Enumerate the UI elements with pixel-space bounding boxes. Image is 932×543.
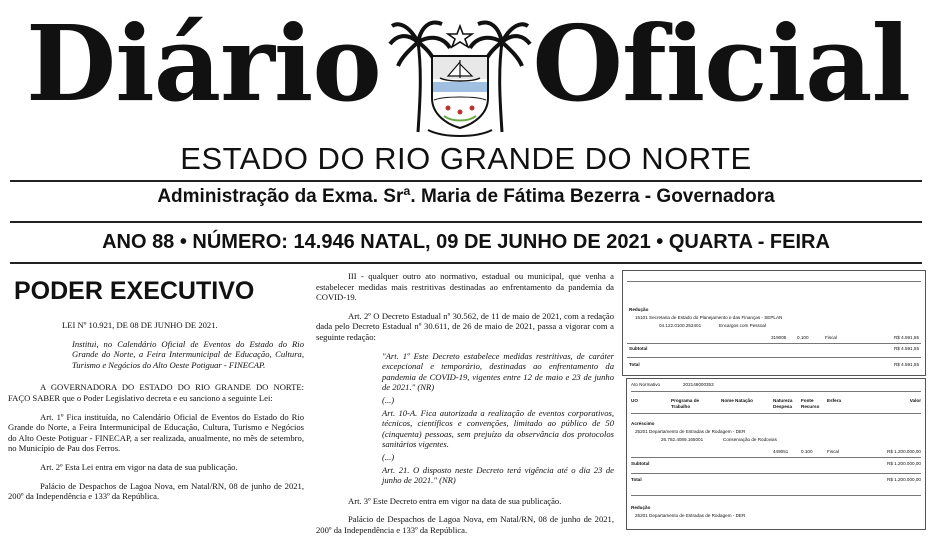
law-summary: Institui, no Calendário Oficial de Eventos do Estado do Rio Grande do Norte, a Feira Intermunicipal de Educação, Cultura, Turismo e Negócios do Alto Oeste Potiguar - FINECAP. [72, 338, 304, 370]
administration-line: Administração da Exma. Srª. Maria de Fátima Bezerra - Governadora [157, 186, 775, 207]
program-name-der: Conservação de Rodovias [723, 437, 777, 442]
value-subtotal: R$ 1.200.000,00 [887, 461, 921, 466]
label-reducao: Redução [631, 505, 651, 510]
law-signoff: Palácio de Despachos de Lagoa Nova, em Natal/RN, 08 de junho de 2021, 200º da Independência e 133º da República. [8, 480, 304, 502]
value-total: R$ 4.591,55 [893, 362, 919, 367]
budget-tables [622, 270, 926, 525]
value-der: R$ 1.200.000,00 [887, 449, 921, 454]
unit-der: 25201 Departamento de Estradas de Rodagem - DER [635, 513, 746, 518]
masthead [0, 0, 932, 140]
col-valor: Valor [909, 398, 921, 403]
budget-table-bottom [626, 378, 926, 530]
decree-signoff: Palácio de Despachos de Lagoa Nova, em Natal/RN, 08 de junho de 2021, 200º da Independência e 133º da República. [316, 514, 614, 535]
law-article-1: Art. 1º Fica instituída, no Calendário Oficial de Eventos do Estado do Rio Grande do Norte, a Feira Intermunicipal de Educação, Cultura, Turismo e Negócios do Alto Oeste Potiguar - FINECAP, a ser realizada, anualmente, no mês de setembro, no Município de Pau dos Ferros. [8, 411, 304, 454]
expense-code-der: 449051 [773, 449, 789, 454]
law-intro: A GOVERNADORA DO ESTADO DO RIO GRANDE DO NORTE: FAÇO SABER que o Poder Legislativo decreta e eu sanciono a seguinte Lei: [8, 382, 304, 403]
quote-ellipsis: (...) [382, 451, 395, 462]
quote-ellipsis: (...) [382, 394, 395, 405]
sphere-der: Fiscal [827, 449, 839, 454]
label-total: Total [629, 362, 640, 367]
decree-quote [382, 351, 614, 486]
value-total: R$ 1.200.000,00 [887, 477, 921, 482]
label-ato-normativo: Ato Normativo [631, 382, 661, 387]
col-uo: UO [631, 398, 638, 403]
state-name: ESTADO DO RIO GRANDE DO NORTE [180, 141, 752, 176]
divider [10, 262, 922, 264]
label-reducao: Redução [629, 307, 649, 312]
fund-code-der: 0.100 [801, 449, 813, 454]
divider [10, 180, 922, 182]
col-fonte: Fonte Recurso [801, 398, 820, 409]
decree-article-3: Art. 3º Este Decreto entra em vigor na data de sua publicação. [348, 495, 562, 506]
quote-article-21: Art. 21. O disposto neste Decreto terá vigência até o dia 23 de junho de 2021." (NR) [382, 464, 614, 486]
unit-der: 25201 Departamento de Estradas de Rodagem - DER [635, 429, 746, 434]
column-2 [316, 271, 614, 543]
col-natureza: Natureza Despesa [773, 398, 793, 409]
label-subtotal: Subtotal [629, 346, 648, 351]
col-esfera: Esfera [827, 398, 842, 403]
expense-code: 319005 [771, 335, 787, 340]
col-programa: Programa de Trabalho [671, 398, 700, 409]
label-total: Total [631, 477, 642, 482]
law-title: LEI Nº 10.921, DE 08 DE JUNHO DE 2021. [62, 320, 218, 330]
program-name: Encargos com Pessoal [719, 323, 766, 328]
program-code: 04.122.0100.253401 [659, 323, 702, 328]
program-code-der: 26.782.4089.165001 [661, 437, 704, 442]
state-coat-of-arms-icon [388, 12, 532, 140]
quote-article-1: "Art. 1º Este Decreto estabelece medidas restritivas, de caráter excepcional e temporário, destinadas ao enfrentamento da pandemia de COVID-19, vigentes entre 12 de maio e 23 de junho de 2021." (NR) [382, 350, 614, 393]
decree-item-3: III - qualquer outro ato normativo, estadual ou municipal, que venha a estabelecer medidas mais restritivas destinadas ao enfrentamento da pandemia da COVID-19. [316, 271, 614, 303]
budget-table-top [622, 270, 926, 376]
quote-article-10a: Art. 10-A. Fica autorizada a realização de eventos corporativos, técnicos, científicos e convenções, limitado ao público de 50 (cinquenta) pessoas, sem prejuízo da observância dos protocolos sanitários vigentes. [382, 407, 614, 450]
label-acrescimo: Acréscimo [631, 421, 655, 426]
law-article-2: Art. 2º Esta Lei entra em vigor na data de sua publicação. [40, 461, 238, 472]
value: R$ 4.591,55 [893, 335, 919, 340]
col-nome: Nome Natação [721, 398, 753, 403]
fund-code: 0.100 [797, 335, 809, 340]
unit-seplan: 15101 Secretaria de Estado do Planejamento e das Finanças - SEPLAN [635, 315, 783, 320]
decree-article-2: Art. 2º O Decreto Estadual nº 30.562, de 11 de maio de 2021, com a redação dada pelo Decreto Estadual nº 30.611, de 26 de maio de 2021, passa a vigorar com a seguinte redação: [316, 310, 614, 342]
title-diario: Diário [26, 2, 381, 125]
edition-line: ANO 88 • NÚMERO: 14.946 NATAL, 09 DE JUNHO DE 2021 • QUARTA - FEIRA [102, 231, 830, 253]
column-1 [8, 276, 304, 510]
section-title: PODER EXECUTIVO [14, 277, 255, 305]
label-subtotal: Subtotal [631, 461, 650, 466]
value-subtotal: R$ 4.591,55 [893, 346, 919, 351]
sphere: Fiscal [825, 335, 837, 340]
divider [10, 221, 922, 223]
ato-number: 202146000353 [683, 382, 714, 387]
title-oficial: Oficial [532, 2, 910, 125]
